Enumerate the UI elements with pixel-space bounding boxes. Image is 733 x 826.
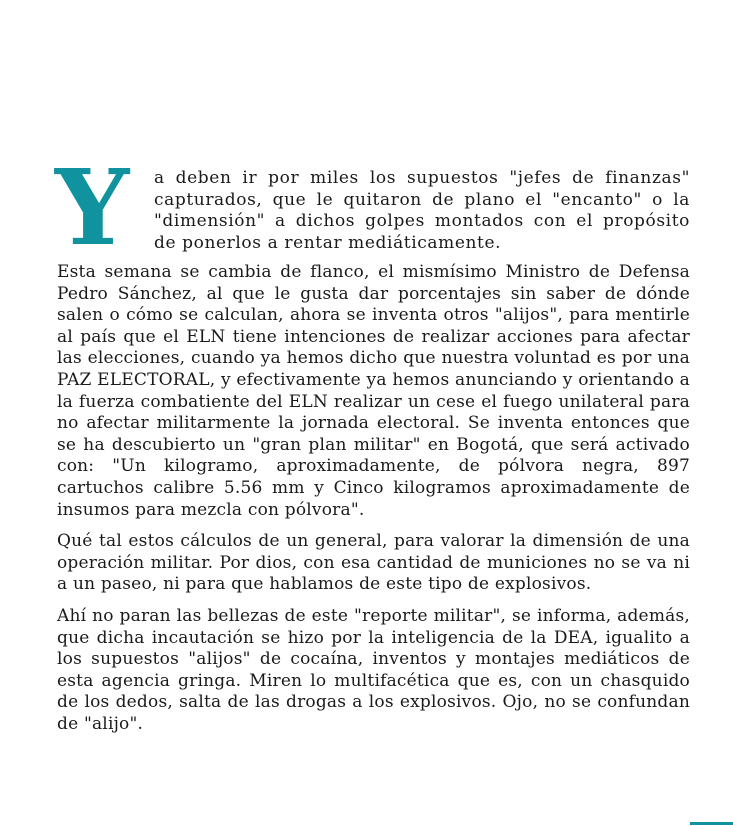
lead-paragraph <box>55 146 690 269</box>
lead-text <box>154 168 690 254</box>
drop-cap: Y <box>55 146 130 269</box>
accent-bar <box>690 822 733 825</box>
body-paragraph-1: Esta semana se cambia de flanco, el mismísimo Ministro de Defensa Pedro Sánchez, al que le gusta dar porcentajes sin saber de dónde salen o cómo se calculan, ahora se inventa otros "alijos", para mentirle al país que el ELN tiene intenciones de realizar acciones para afectar las elecciones, cuando ya hemos dicho que nuestra voluntad es por una PAZ ELECTORAL, y efectivamente ya hemos anunciando y orientando a la fuerza combatiente del ELN realizar un cese el fuego unilateral para no afectar militarmente la jornada electoral. Se inventa entonces que se ha descubierto un "gran plan militar" en Bogotá, que será activado con: "Un kilogramo, aproximadamente, de pólvora negra, 897 cartuchos calibre 5.56 mm y Cinco kilogramos aproximadamente de insumos para mezcla con pólvora". <box>57 262 690 520</box>
article <box>55 146 690 745</box>
lead-paragraph-text: a deben ir por miles los supuestos "jefes de finanzas" capturados, que le quitaron de plano el "encanto" o la "dimensión" a dichos golpes montados con el propósito de ponerlos a rentar mediáticamente. <box>154 168 690 253</box>
body-paragraph-3: Ahí no paran las bellezas de este "reporte militar", se informa, además, que dicha incautación se hizo por la inteligencia de la DEA, igualito a los supuestos "alijos" de cocaína, inventos y montajes mediáticos de esta agencia gringa. Miren lo multifacética que es, con un chasquido de los dedos, salta de las drogas a los explosivos. Ojo, no se confundan de "alijo". <box>57 605 690 734</box>
body-paragraph-2: Qué tal estos cálculos de un general, para valorar la dimensión de una operación militar. Por dios, con esa cantidad de municiones no se va ni a un paseo, ni para que hablamos de este tipo de explosivos. <box>57 531 690 595</box>
